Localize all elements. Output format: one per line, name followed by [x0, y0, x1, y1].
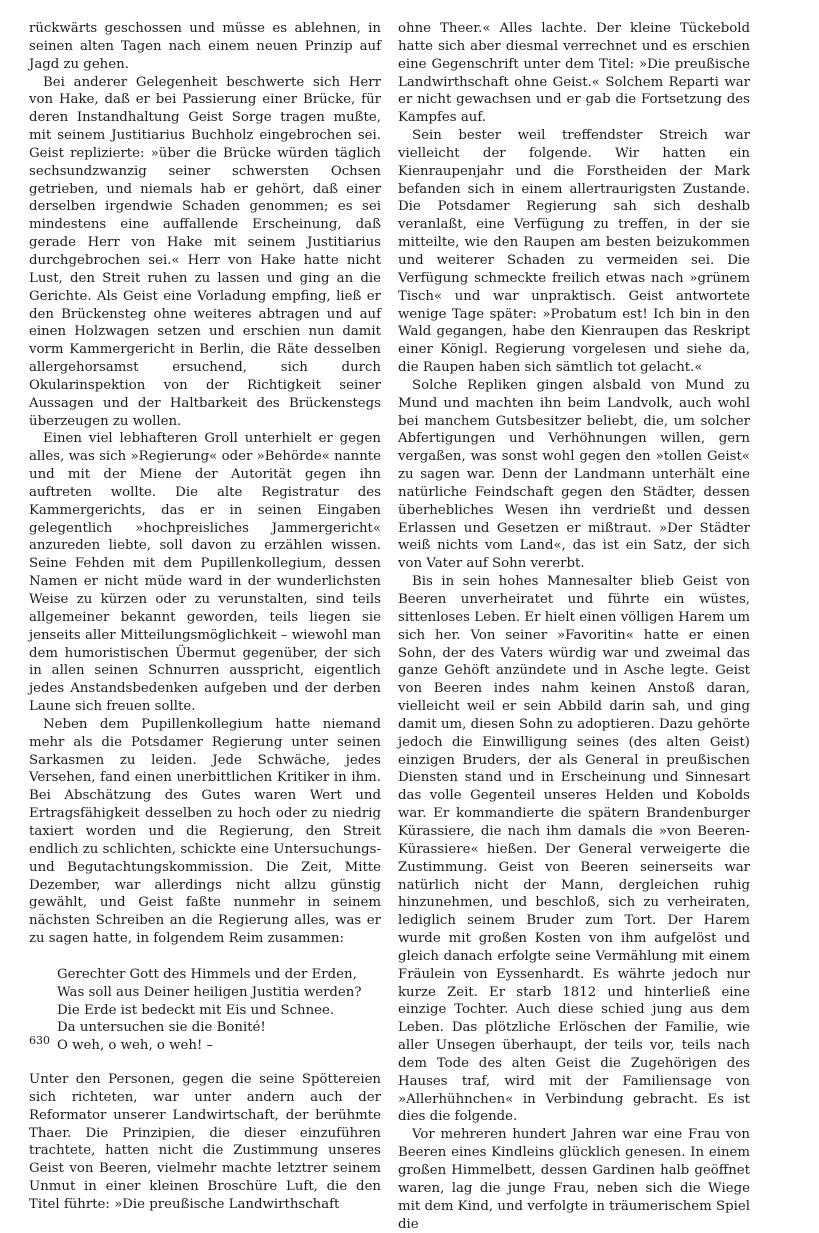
paragraph: Vor mehreren hundert Jahren war eine Frau von Beeren eines Kindleins glücklich genesen. In einem großen Himmelbett, dessen Gardinen halb geöffnet waren, lag die junge Frau, neben sich die Wiege mit dem Kind, und verfolgte in träumerischem Spiel die [398, 1127, 750, 1232]
poem-line: Gerechter Gott des Himmels und der Erden, [57, 966, 357, 982]
right-column [398, 20, 750, 1232]
poem-line: Was soll aus Deiner heiligen Justitia werden? [57, 984, 362, 1000]
page-number: 630 [29, 1034, 50, 1047]
poem-line: O weh, o weh, o weh! – [57, 1038, 214, 1054]
paragraph: Unter den Personen, gegen die seine Spöttereien sich richteten, war unter andern auch der Reformator unserer Landwirtschaft, der berühmte Thaer. Die Prinzipien, die dieser einzuführen trachtete, hatten nicht die Zustimmung unseres Geist von Beeren, vielmehr machte letztrer seinem Unmut in einer kleinen Broschüre Luft, die den Titel führte: »Die preußische Landwirthschaft [29, 1072, 381, 1212]
paragraph: rückwärts geschossen und müsse es ablehnen, in seinen alten Tagen nach einem neuen Prinzip auf Jagd zu gehen. [29, 21, 381, 72]
poem [57, 966, 381, 1055]
paragraph: Neben dem Pupillenkollegium hatte niemand mehr als die Potsdamer Regierung unter seinen Sarkasmen zu leiden. Jede Schwäche, jedes Versehen, fand einen unerbittlichen Kritiker in ihm. Bei Abschätzung des Gutes waren Wert und Ertragsfähigkeit desselben zu hoch oder zu niedrig taxiert worden und die Regierung, den Streit endlich zu schlichten, schickte eine Untersuchungs- und Begutachtungskommission. Die Zeit, Mitte Dezember, war allerdings nicht allzu günstig gewählt, und Geist faßte nunmehr in seinem nächsten Schreiben an die Regierung alles, was er zu sagen hatte, in folgendem Reim zusammen: [29, 716, 381, 947]
paragraph: Einen viel lebhafteren Groll unterhielt er gegen alles, was sich »Regierung« oder »Behörde« nannte und mit der Miene der Autorität gegen ihn auftreten wollte. Die alte Registratur des Kammergerichts, das er in seinen Eingaben gelegentlich »hochpreisliches Jammergericht« anzureden liebte, soll davon zu erzählen wissen. Seine Fehden mit dem Pupillenkollegium, dessen Namen er nicht müde ward in der wunderlichsten Weise zu kürzen oder zu verunstalten, sind teils allgemeiner bekannt geworden, teils liegen sie jenseits aller Mitteilungsmöglichkeit – wiewohl man dem humoristischen Übermut gegenüber, der sich in allen seinen Schnurren ausspricht, eigentlich jedes Anstandsbedenken aufgeben und der derben Laune sich freuen sollte. [29, 431, 381, 715]
paragraph: Bei anderer Gelegenheit beschwerte sich Herr von Hake, daß er bei Passierung einer Brücke, für deren Instandhaltung Geist Sorge tragen mußte, mit seinem Justitiarius Buchholz eingebrochen sei. Geist replizierte: »über die Brücke würden täglich sechsundzwanzig seiner schwersten Ochsen getrieben, und niemals hab er gehört, daß einer derselben irgendwie Schaden genommen; es sei mindestens eine auffallende Erscheinung, daß gerade Herr von Hake mit seinem Justitiarius durchgebrochen sei.« Herr von Hake hatte nicht Lust, den Streit ruhen zu lassen und ging an die Gerichte. Als Geist eine Vorladung empfing, ließ er den Brückensteg ohne weiteres abtragen und auf einen Holzwagen setzen und erschien nun damit vorm Kammergericht in Berlin, die Räte desselben allergehorsamst ersuchend, sich durch Okularinspektion von der Richtigkeit seiner Aussagen und der Haltbarkeit des Brückenstegs überzeugen zu wollen. [29, 74, 381, 429]
paragraph: Bis in sein hohes Mannesalter blieb Geist von Beeren unverheiratet und führte ein wüstes, sittenloses Leben. Er hielt einen völligen Harem um sich her. Von seiner »Favoritin« hatte er einen Sohn, der des Vaters würdig war und zweimal das ganze Gehöft anzündete und in Asche legte. Geist von Beeren indes nahm keinen Anstoß daran, vielleicht weil er sein Abbild darin sah, und ging damit um, diesen Sohn zu adoptieren. Dazu gehörte jedoch die Einwilligung seines (des alten Geist) einzigen Bruders, der als General in preußischen Diensten stand und in Erscheinung und Sinnesart das volle Gegenteil unseres Helden und Kobolds war. Er kommandierte die spätern Brandenburger Kürassiere, die nach ihm damals die »von Beeren-Kürassiere« hießen. Der General verweigerte die Zustimmung. Geist von Beeren seinerseits war natürlich nicht der Mann, dergleichen ruhig hinzunehmen, und beschloß, sich zu verheiraten, lediglich seinem Bruder zum Tort. Der Harem wurde mit großen Kosten von ihm aufgelöst und gleich danach erfolgte seine Vermählung mit einem Fräulein von Eyssenhardt. Es währte jedoch nur kurze Zeit. Er starb 1812 und hinterließ eine einzige Tochter. Auch diese schied jung aus dem Leben. Das plötzliche Erlöschen der Familie, wie aller Unsegen überhaupt, der teils vor, teils nach dem Tode des alten Geist die Zugehörigen des Hauses traf, wird mit der Familiensage von »Allerhühnchen« in Verbindung gebracht. Es ist dies die folgende. [398, 574, 750, 1125]
poem-line: Da untersuchen sie die Bonité! [57, 1020, 266, 1036]
poem-line: Die Erde ist bedeckt mit Eis und Schnee. [57, 1002, 335, 1018]
paragraph: Solche Repliken gingen alsbald von Mund zu Mund und machten ihn beim Landvolk, auch wohl bei manchem Gutsbesitzer beliebt, die, um solcher Abfertigungen und Verhöhnungen willen, gern vergaßen, was sonst wohl gegen den »tollen Geist« zu sagen war. Denn der Landmann unterhält eine natürliche Feindschaft gegen den Städter, dessen überhebliches Wesen ihn verdrießt und dessen Erlassen und Gesetzen er mißtraut. »Der Städter weiß nichts vom Land«, das ist ein Satz, der sich von Vater auf Sohn vererbt. [398, 377, 750, 572]
paragraph: ohne Theer.« Alles lachte. Der kleine Tückebold hatte sich aber diesmal verrechnet und es erschien eine Gegenschrift unter dem Titel: »Die preußische Landwirthschaft ohne Geist.« Solchem Reparti war er nicht gewachsen und er gab die Fortsetzung des Kampfes auf. [398, 21, 750, 126]
paragraph: Sein bester weil treffendster Streich war vielleicht der folgende. Wir hatten ein Kienraupenjahr und die Forstheiden der Mark befanden sich in einem allertraurigsten Zustande. Die Potsdamer Regierung sah sich deshalb veranlaßt, eine Verfügung zu treffen, in der sie mitteilte, wie den Raupen am besten beizukommen und weiterer Schaden zu vermeiden sei. Die Verfügung schmeckte freilich etwas nach »grünem Tisch« und war unpraktisch. Geist antwortete wenige Tage später: »Probatum est! Ich bin in den Wald gegangen, habe den Kienraupen das Reskript einer Königl. Regierung vorgelesen und siehe da, die Raupen haben sich sämtlich tot gelacht.« [398, 128, 750, 376]
